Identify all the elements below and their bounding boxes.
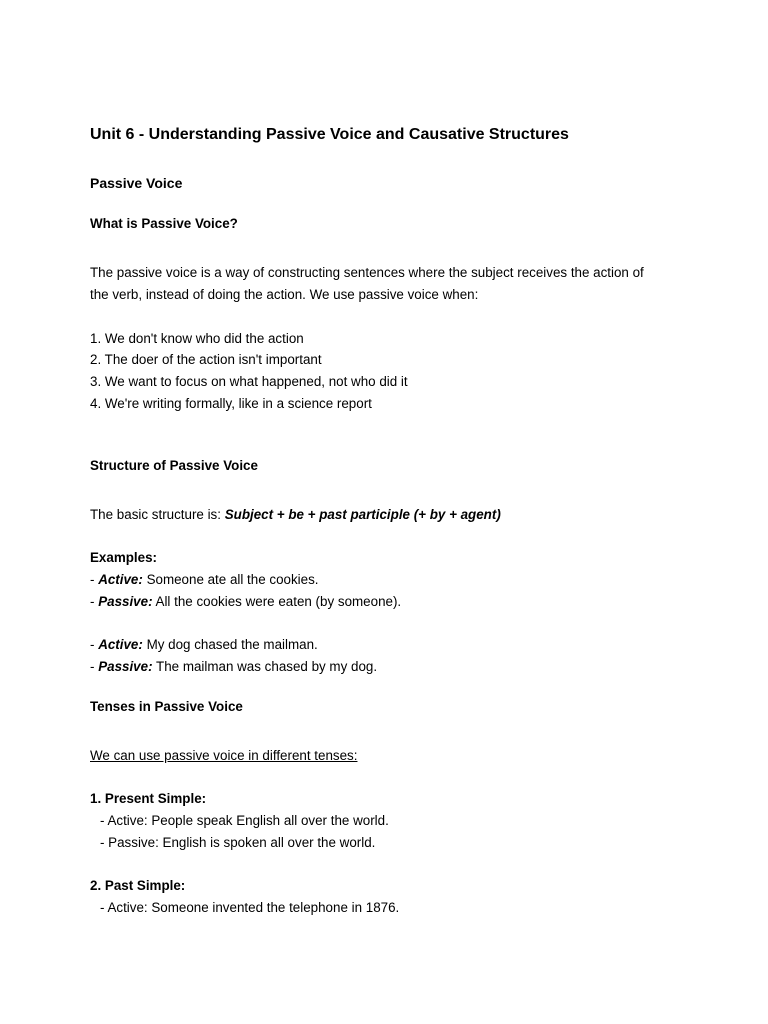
intro-paragraph-line-2: the verb, instead of doing the action. We use passive voice when: (90, 287, 479, 302)
list-item: 4. We're writing formally, like in a science report (90, 396, 372, 411)
example-text: Someone ate all the cookies. (142, 572, 319, 587)
example-label: Active: (98, 572, 143, 587)
section-heading-passive-voice: Passive Voice (90, 175, 183, 191)
example-dash: - (90, 659, 99, 674)
example-line (90, 658, 377, 676)
structure-line (90, 506, 501, 524)
tense-heading-past-simple: 2. Past Simple: (90, 878, 186, 893)
example-line (90, 571, 319, 589)
document-title: Unit 6 - Understanding Passive Voice and Causative Structures (90, 126, 569, 143)
tense-example-active: - Active: Someone invented the telephone in 1876. (100, 900, 400, 915)
list-item: 2. The doer of the action isn't important (90, 352, 322, 367)
example-line (90, 636, 318, 654)
example-dash: - (90, 594, 99, 609)
example-dash: - (90, 572, 99, 587)
example-dash: - (90, 637, 99, 652)
tenses-intro: We can use passive voice in different tenses: (90, 748, 358, 763)
tense-example-passive: - Passive: English is spoken all over the world. (100, 835, 376, 850)
example-text: All the cookies were eaten (by someone). (152, 594, 402, 609)
subheading-what-is-passive-voice: What is Passive Voice? (90, 216, 238, 231)
example-label: Active: (98, 637, 143, 652)
examples-heading: Examples: (90, 550, 157, 565)
example-label: Passive: (98, 659, 153, 674)
example-line (90, 593, 401, 611)
intro-paragraph-line-1: The passive voice is a way of constructing sentences where the subject receives the action of (90, 265, 644, 280)
list-item: 1. We don't know who did the action (90, 331, 304, 346)
example-text: The mailman was chased by my dog. (152, 659, 378, 674)
structure-formula: Subject + be + past participle (+ by + agent) (224, 507, 501, 522)
example-text: My dog chased the mailman. (142, 637, 318, 652)
subheading-structure: Structure of Passive Voice (90, 458, 258, 473)
tense-example-active: - Active: People speak English all over the world. (100, 813, 389, 828)
subheading-tenses: Tenses in Passive Voice (90, 699, 243, 714)
structure-prefix: The basic structure is: (90, 507, 225, 522)
tense-heading-present-simple: 1. Present Simple: (90, 791, 207, 806)
list-item: 3. We want to focus on what happened, not who did it (90, 374, 408, 389)
example-label: Passive: (98, 594, 153, 609)
